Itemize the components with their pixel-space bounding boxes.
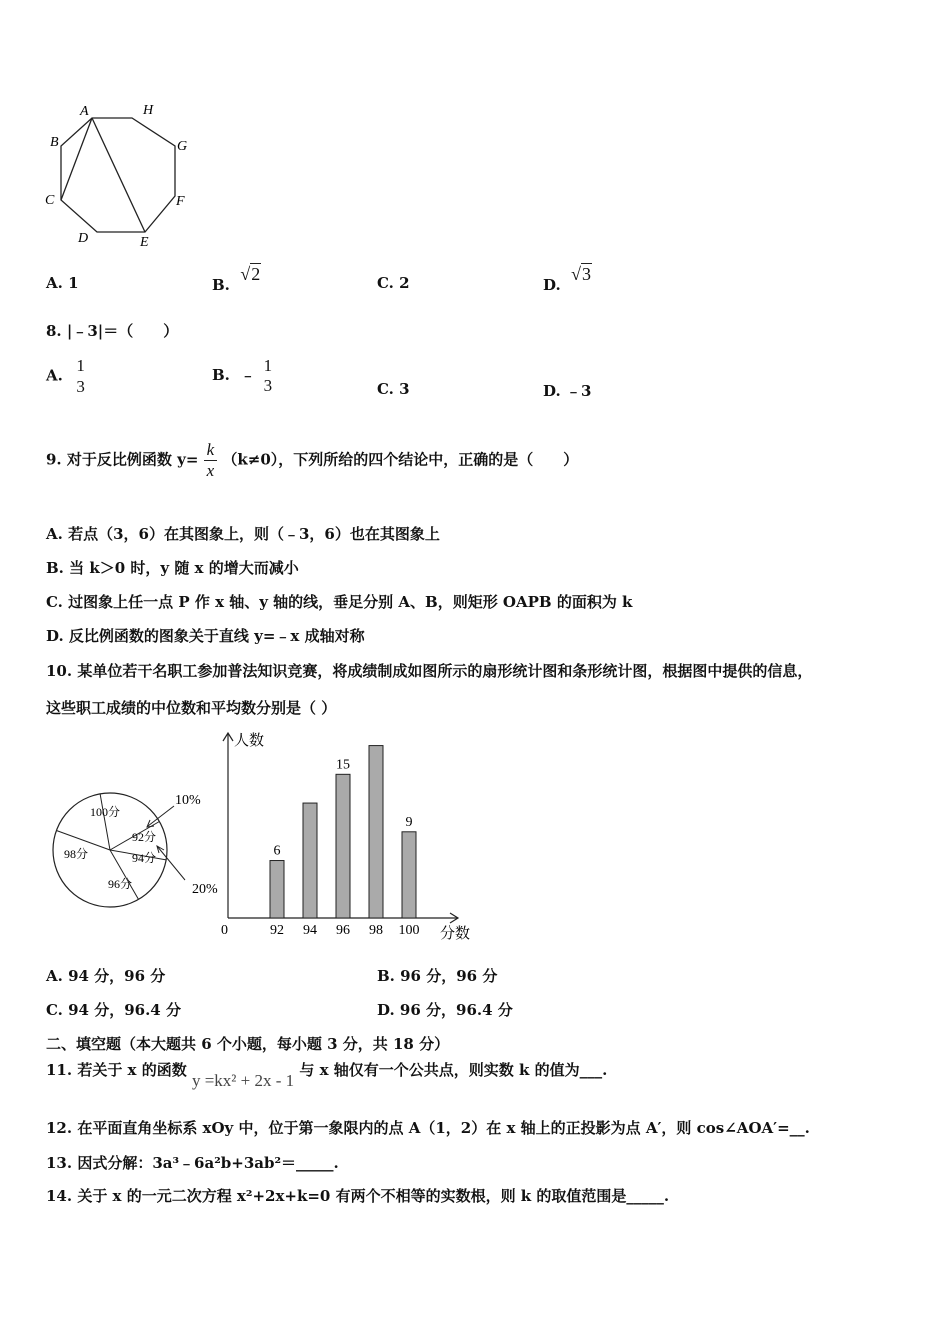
- q8-stem: 8. |﹣3|＝（ ）: [46, 322, 179, 340]
- diagonal-ac: [61, 118, 92, 200]
- bar-data-label: 9: [405, 814, 413, 830]
- q10-option-a[interactable]: A. 94 分，96 分: [46, 967, 166, 985]
- q8-option-d[interactable]: D. ﹣3: [543, 382, 592, 400]
- x-tick-label: 96: [336, 923, 350, 938]
- diagonal-ae: [92, 118, 145, 232]
- q11: 11. 若关于 x 的函数 y =kx² + 2x - 1 与 x 轴仅有一个公共点，则实数 k 的值为___.: [46, 1061, 608, 1090]
- pie-label-96: 96分: [108, 877, 133, 891]
- vertex-label-g: G: [177, 139, 188, 154]
- section-heading: 二、填空题（本大题共 6 个小题，每小题 3 分，共 18 分）: [46, 1035, 450, 1053]
- bar-100: [402, 832, 416, 918]
- x-tick-label: 98: [369, 923, 383, 938]
- vertex-label-h: H: [143, 103, 154, 118]
- q9-stem: 9. 对于反比例函数 y= $\frac{k}{x}$ （k≠0），下列所给的四个结论中，正确的是（ ）: [46, 440, 579, 480]
- q9-option-c[interactable]: C. 过图象上任一点 P 作 x 轴、y 轴的线，垂足分别 A、B，则矩形 OAPB 的面积为 k: [46, 593, 633, 611]
- q10-stem-line2: 这些职工成绩的中位数和平均数分别是（ ）: [46, 699, 337, 717]
- x-axis-label: 分数: [440, 926, 471, 942]
- pie-slice-boundary: [100, 794, 110, 850]
- pie-label-94: 94分: [132, 851, 157, 865]
- sqrt-symbol: √3: [571, 264, 592, 284]
- q8-option-b[interactable]: B. ﹣ 1 3: [212, 356, 275, 396]
- fraction: 1 3: [263, 356, 273, 395]
- pie-annotation-10: 10%: [175, 793, 201, 808]
- q7-option-a[interactable]: A. 1: [46, 274, 79, 292]
- q7-option-d[interactable]: D. √3: [543, 264, 592, 294]
- vertex-label-e: E: [140, 235, 149, 250]
- q11-formula: y =kx² + 2x - 1: [191, 1071, 295, 1090]
- q9-option-a[interactable]: A. 若点（3，6）在其图象上，则（﹣3，6）也在其图象上: [46, 525, 440, 543]
- q9-option-b[interactable]: B. 当 k＞0 时，y 随 x 的增大而减小: [46, 559, 299, 577]
- q12: 12. 在平面直角坐标系 xOy 中，位于第一象限内的点 A（1，2）在 x 轴上的正投影为点 A′，则 cos∠AOA′=__.: [46, 1119, 810, 1137]
- sqrt-symbol: √2: [240, 264, 261, 284]
- bar-92: [270, 861, 284, 918]
- vertex-label-d: D: [78, 231, 89, 246]
- fraction: $\frac{1}{3}$: [73, 356, 88, 397]
- q13: 13. 因式分解：3a³﹣6a²b+3ab²＝_____.: [46, 1154, 339, 1172]
- pie-label-98: 98分: [64, 847, 89, 861]
- x-tick-label: 94: [303, 923, 317, 938]
- q10-option-d[interactable]: D. 96 分，96.4 分: [377, 1001, 513, 1019]
- origin-label: 0: [221, 923, 228, 938]
- q10-stem-line1: 10. 某单位若干名职工参加普法知识竞赛，将成绩制成如图所示的扇形统计图和条形统计图，根据图中提供的信息，: [46, 662, 813, 680]
- pie-pointer-10: [148, 806, 174, 826]
- q8-option-a[interactable]: A. $\frac{1}{3}$: [46, 356, 88, 397]
- bar-data-label: 15: [336, 757, 350, 773]
- vertex-label-c: C: [45, 193, 55, 208]
- bar-data-label: 6: [273, 843, 281, 859]
- vertex-label-a: A: [80, 104, 89, 119]
- q14: 14. 关于 x 的一元二次方程 x²+2x+k=0 有两个不相等的实数根，则 k 的取值范围是_____.: [46, 1187, 670, 1205]
- vertex-label-b: B: [50, 135, 59, 150]
- q7-option-b[interactable]: B. √2: [212, 264, 261, 294]
- pie-label-100: 100分: [90, 805, 121, 819]
- x-tick-label: 92: [270, 923, 284, 938]
- x-tick-label: 100: [398, 923, 420, 938]
- q10-option-b[interactable]: B. 96 分，96 分: [377, 967, 498, 985]
- q9-option-d[interactable]: D. 反比例函数的图象关于直线 y=﹣x 成轴对称: [46, 627, 365, 645]
- pie-annotation-20: 20%: [192, 882, 218, 897]
- q8-option-c[interactable]: C. 3: [377, 380, 410, 398]
- bar-98: [369, 746, 383, 918]
- q7-option-c[interactable]: C. 2: [377, 274, 410, 292]
- fraction-k-over-x: $\frac{k}{x}$: [204, 440, 218, 481]
- pie-label-92: 92分: [132, 830, 157, 844]
- bar-96: [336, 774, 350, 918]
- q10-option-c[interactable]: C. 94 分，96.4 分: [46, 1001, 181, 1019]
- bar-94: [303, 803, 317, 918]
- bar-chart: [210, 728, 490, 943]
- y-axis-label: 人数: [234, 733, 265, 749]
- vertex-label-f: F: [176, 194, 185, 209]
- octagon-figure: [40, 96, 200, 256]
